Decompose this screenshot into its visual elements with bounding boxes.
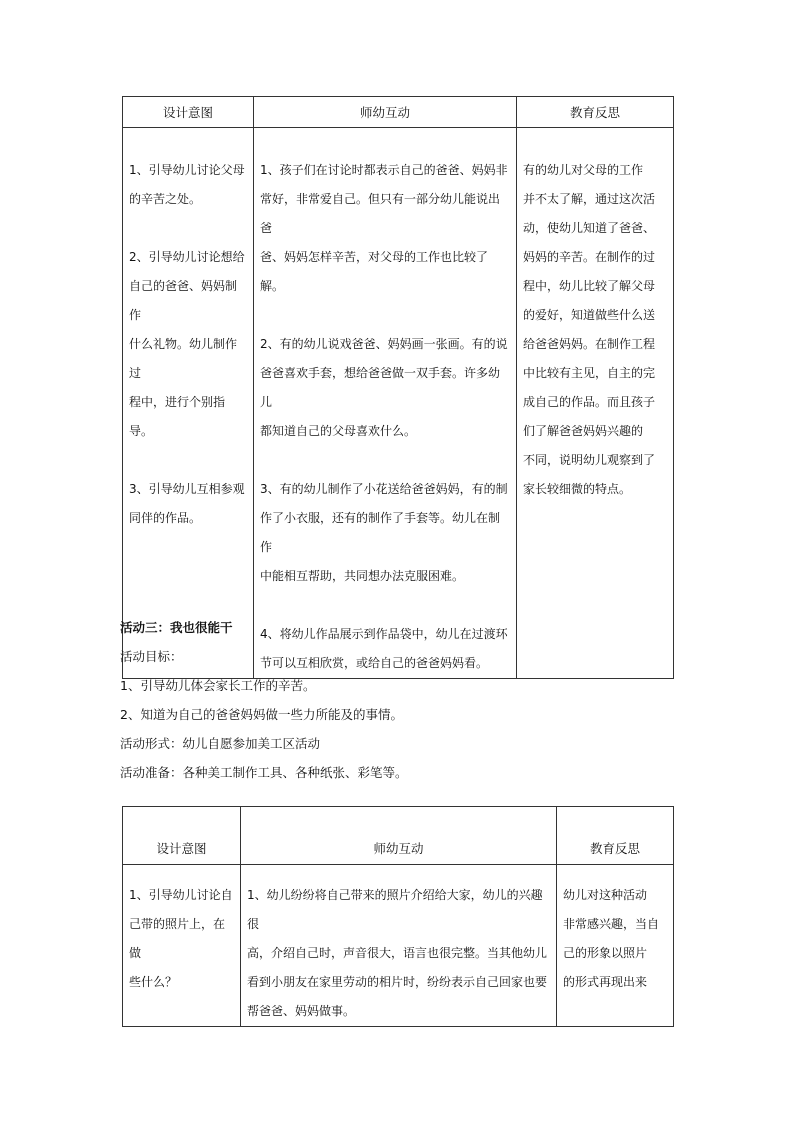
reflection-line: 成自己的作品。而且孩子 — [523, 395, 656, 409]
table-row — [123, 865, 674, 1027]
design-intent-cell — [123, 128, 254, 679]
intent-line: 1、引导幼儿讨论自 — [129, 888, 233, 902]
interaction-line: 1、幼儿纷纷将自己带来的照片介绍给大家，幼儿的兴趣很 — [247, 888, 543, 931]
table-header-row — [123, 807, 674, 865]
header-teacher-child-interaction: 师幼互动 — [254, 97, 517, 128]
reflection-line: 并不太了解，通过这次活 — [523, 192, 656, 206]
reflection-table-1 — [122, 96, 674, 679]
interaction-line: 1、孩子们在讨论时都表示自己的爸爸、妈妈非 — [260, 163, 508, 177]
table-header-row — [123, 97, 674, 128]
interaction-cell — [254, 128, 517, 679]
interaction-line: 都知道自己的父母喜欢什么。 — [260, 424, 417, 438]
header-design-intent: 设计意图 — [123, 97, 254, 128]
goal-item: 2、知道为自己的爸爸妈妈做一些力所能及的事情。 — [120, 707, 403, 722]
reflection-line: 家长较细微的特点。 — [523, 482, 632, 496]
interaction-line: 爸爸喜欢手套，想给爸爸做一双手套。许多幼儿 — [260, 366, 501, 409]
intent-line: 己带的照片上，在做 — [129, 917, 226, 960]
reflection-line: 非常感兴趣，当自 — [563, 917, 660, 931]
intent-line: 什么礼物。幼儿制作过 — [129, 337, 238, 380]
header-design-intent: 设计意图 — [123, 807, 241, 865]
reflection-line: 们了解爸爸妈妈兴趣的 — [523, 424, 644, 438]
reflection-cell — [557, 865, 674, 1027]
intent-line: 的辛苦之处。 — [129, 192, 202, 206]
activity-form: 活动形式：幼儿自愿参加美工区活动 — [120, 736, 321, 751]
reflection-line: 不同，说明幼儿观察到了 — [523, 453, 656, 467]
header-education-reflection: 教育反思 — [517, 97, 674, 128]
interaction-line: 中能相互帮助，共同想办法克服困难。 — [260, 569, 465, 583]
interaction-line: 常好，非常爱自己。但只有一部分幼儿能说出爸 — [260, 192, 501, 235]
intent-line: 些什么？ — [129, 975, 178, 989]
reflection-line: 中比较有主见，自主的完 — [523, 366, 656, 380]
reflection-line: 动，使幼儿知道了爸爸、 — [523, 221, 656, 235]
intent-line: 3、引导幼儿互相参观 — [129, 482, 245, 496]
reflection-line: 的爱好，知道做些什么送 — [523, 308, 656, 322]
reflection-line: 有的幼儿对父母的工作 — [523, 163, 644, 177]
goal-label: 活动目标： — [120, 649, 183, 664]
interaction-line: 2、有的幼儿说戏爸爸、妈妈画一张画。有的说 — [260, 337, 508, 351]
reflection-line: 的形式再现出来 — [563, 975, 648, 989]
interaction-line: 高，介绍自己时，声音很大，语言也很完整。当其他幼儿 — [247, 946, 548, 960]
table-row — [123, 128, 674, 679]
goal-item: 1、引导幼儿体会家长工作的辛苦。 — [120, 678, 316, 693]
intent-line: 同伴的作品。 — [129, 511, 202, 525]
interaction-line: 作了小衣服，还有的制作了手套等。幼儿在制作 — [260, 511, 501, 554]
interaction-line: 看到小朋友在家里劳动的相片时，纷纷表示自己回家也要 — [247, 975, 548, 989]
reflection-line: 程中，幼儿比较了解父母 — [523, 279, 656, 293]
reflection-line: 幼儿对这种活动 — [563, 888, 648, 902]
intent-line: 自己的爸爸、妈妈制作 — [129, 279, 238, 322]
reflection-cell — [517, 128, 674, 679]
intent-line: 程中，进行个别指导。 — [129, 395, 226, 438]
interaction-line: 3、有的幼儿制作了小花送给爸爸妈妈，有的制 — [260, 482, 508, 496]
interaction-line: 爸、妈妈怎样辛苦，对父母的工作也比较了解。 — [260, 250, 489, 293]
section-title: 活动三：我也很能干 — [120, 620, 233, 635]
design-intent-cell — [123, 865, 241, 1027]
intent-line: 1、引导幼儿讨论父母 — [129, 163, 245, 177]
intent-line: 2、引导幼儿讨论想给 — [129, 250, 245, 264]
activity-prep: 活动准备：各种美工制作工具、各种纸张、彩笔等。 — [120, 765, 408, 780]
interaction-line: 4、将幼儿作品展示到作品袋中，幼儿在过渡环 — [260, 627, 508, 641]
header-teacher-child-interaction: 师幼互动 — [241, 807, 557, 865]
header-education-reflection: 教育反思 — [557, 807, 674, 865]
interaction-cell — [241, 865, 557, 1027]
reflection-line: 己的形象以照片 — [563, 946, 648, 960]
interaction-line: 节可以互相欣赏，或给自己的爸爸妈妈看。 — [260, 656, 489, 670]
interaction-line: 帮爸爸、妈妈做事。 — [247, 1004, 356, 1018]
reflection-line: 给爸爸妈妈。在制作工程 — [523, 337, 656, 351]
reflection-line: 妈妈的辛苦。在制作的过 — [523, 250, 656, 264]
reflection-table-2 — [122, 806, 674, 1027]
